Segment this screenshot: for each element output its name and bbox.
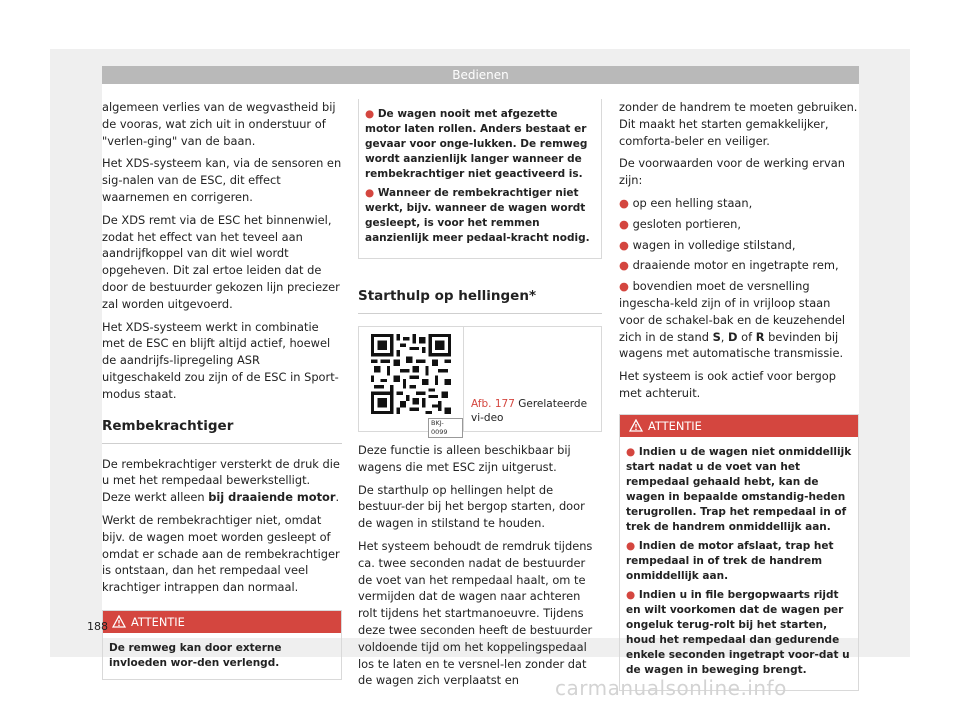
warning-box [102,610,342,680]
conditions-list [619,195,859,362]
paragraph: De starthulp op hellingen helpt de bestuur-der bij het bergop starten, door de wagen in stilstand te houden. [358,482,585,531]
column-1 [102,99,342,680]
figure-caption: Afb. 177 Gerelateerde vi-deo [471,398,588,424]
column-3 [619,99,859,691]
warning-item: ● De wagen nooit met afgezette motor laten rollen. Anders bestaat er gevaar voor onge-lukken. De remweg wordt aanzienlijk langer wanneer de rembekrachtiger niet geactiveerd is. [365,108,588,180]
paragraph: Het systeem is ook actief voor bergop met achteruit. [619,369,836,400]
warning-item: ● Indien u in file bergopwaarts rijdt en wilt voorkomen dat de wagen per ongeluk terug-rolt bij het starten, houd het rempedaal dan gedurende enkele seconden ingetrapt voor-dat u de wagen in beweging brengt. [626,588,850,676]
paragraph: Werkt de rembekrachtiger niet, omdat bijv. de wagen moet worden gesleept of omdat er schade aan de rembekrachtiger is ontstaan, dan het rempedaal veel krachtiger intrappen dan normaal. [102,512,340,595]
paragraph: De XDS remt via de ESC het binnenwiel, zodat het effect van het teveel aan aandrijfkoppel van dit wiel wordt opgeheven. Dit zal ertoe leiden dat de door de bestuurder gekozen lijn preciezer zal worden uitgevoerd. [102,212,340,311]
figure-177 [358,326,602,436]
warning-header: ATTENTIE [103,611,341,633]
section-header: Bedienen [102,66,859,84]
list-item: ● gesloten portieren, [619,216,742,231]
watermark: carmanualsonline.info [555,676,787,700]
paragraph: algemeen verlies van de wegvastheid bij de vooras, wat zich uit in onderstuur of "verlen-ging" van de baan. [102,100,336,148]
warning-icon [112,615,126,628]
warning-header: ATTENTIE [620,415,858,437]
warning-box [619,414,859,691]
figure-tag: BKJ-0099 [428,418,463,438]
paragraph: zonder de handrem te moeten gebruiken. Dit maakt het starten gemakkelijker, comforta-beler en veiliger. [619,100,858,148]
warning-item: ● Indien de motor afslaat, trap het rempedaal in of trek de handrem onmiddellijk aan. [626,539,834,582]
list-item: ● draaiende motor en ingetrapte rem, [619,258,839,273]
paragraph: Het XDS-systeem werkt in combinatie met de ESC en blijft altijd actief, hoewel de aandrijfs-lipregeling ASR uitgeschakeld zou zijn of de ESC in Sport-modus staat. [102,319,339,401]
section-title-rembekrachtiger: Rembekrachtiger [102,409,342,444]
column-2 [358,99,602,695]
qr-code-frame[interactable] [359,327,464,436]
paragraph: Deze functie is alleen beschikbaar bij wagens die met ESC zijn uitgerust. [358,443,571,474]
warning-item: ● Indien u de wagen niet onmiddellijk start nadat u de voet van het rempedaal gehaald hebt, kan de wagen in bepaalde omstandig-heden terugrollen. Trap het rempedaal in of trek de handrem onmiddellijk aan. [626,445,852,533]
paragraph: Het XDS-systeem kan, via de sensoren en sig-nalen van de ESC, dit effect waarnemen en corrigeren. [102,156,342,204]
list-item: ● bovendien moet de versnelling ingescha-keld zijn of in vrijloop staan voor de schakel-bak en de keuzehendel zich in de stand S, D of R bevinden bij wagens met automatische transmissie. [619,279,846,361]
warning-box-continued [358,99,602,259]
list-item: ● wagen in volledige stilstand, [619,237,796,252]
qr-code-icon [371,334,451,414]
warning-icon [629,419,643,432]
warning-text: De remweg kan door externe invloeden wor-den verlengd. [109,641,282,669]
page-number: 188 [87,620,108,633]
paragraph: De voorwaarden voor de werking ervan zijn: [619,156,845,188]
list-item: ● op een helling staan, [619,195,753,210]
paragraph: De rembekrachtiger versterkt de druk die u met het rempedaal bewerkstelligt. Deze werkt alleen bij draaiende motor. [102,456,340,505]
paragraph: Het systeem behoudt de remdruk tijdens ca. twee seconden nadat de bestuurder de voet van het rempedaal haalt, om te vermijden dat de wagen naar achteren rolt tijdens het startmanoeuvre. Tijdens deze twee seconden heeft de bestuurder voldoende tijd om het koppelingspedaal los te laten en te versnel-len zonder dat de wagen zich verplaatst en [358,538,593,688]
section-title-starthulp: Starthulp op hellingen* [358,279,602,314]
warning-item: ● Wanneer de rembekrachtiger niet werkt, bijv. wanneer de wagen wordt gesleept, is voor het remmen aanzienlijk meer pedaal-kracht nodig. [365,187,590,244]
